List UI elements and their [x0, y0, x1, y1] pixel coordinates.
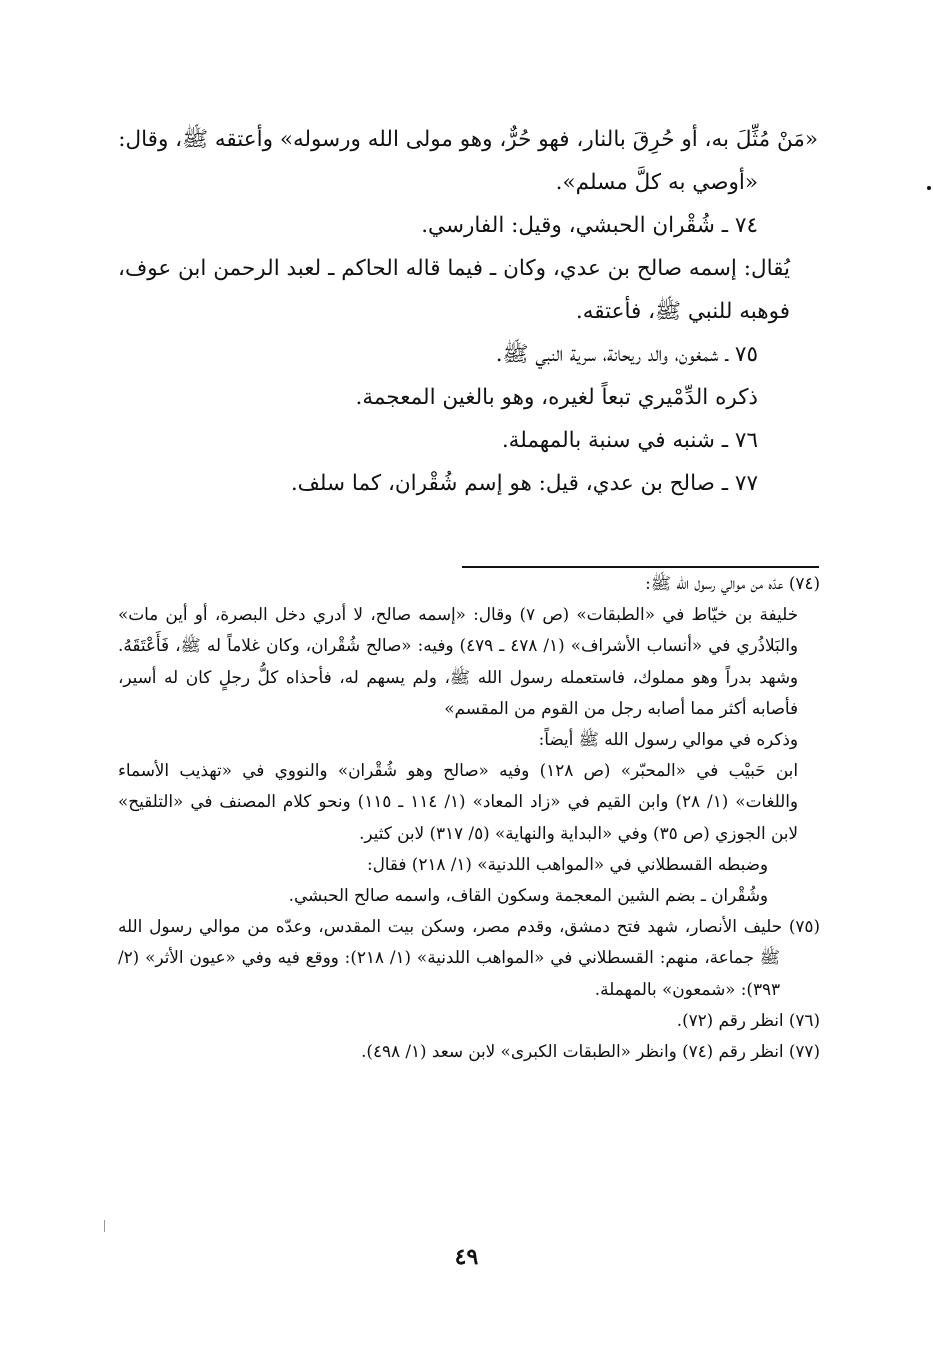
footnote-74-text: وضبطه القسطلاني في «المواهب اللدنية» (١/ ٢١٨) فقال: [366, 853, 768, 874]
footnote-75: (٧٥) حليف الأنصار، شهد فتح دمشق، وقدم مصر، وسكن بيت المقدس، وعدّه من موالي رسول الله ﷺ جماعة، منهم: القسطلاني في «المواهب اللدنية» (١/ ٢١٨): ووقع فيه وفي «عيون الأثر» (٢/ ٣٩٣): «شمعون» بالمهملة. [118, 916, 820, 999]
scan-mark [104, 1220, 105, 1232]
entry-76-title: ٧٦ ـ شنبه في سنبة بالمهملة. [501, 428, 758, 453]
footnote-74-text: وشُقْران ـ بضم الشين المعجمة وسكون القاف، واسمه صالح الحبشي. [288, 885, 768, 906]
footnote-74-text: ابن حَبيْب في «المحبّر» (ص ١٢٨) وفيه «صالح وهو شُقْران» والنووي في «تهذيب الأسماء واللغات» (١/ ٢٨) وابن القيم في «زاد المعاد» (١/ ١١٤ ـ ١١٥) ونحو كلام المصنف في «التلقيح» لابن الجوزي (ص ٣٥) وفي «البداية والنهاية» (٥/ ٣١٧) لابن كثير. [118, 760, 799, 843]
text-line: «أوصي به كلَّ مسلم». [555, 170, 758, 195]
footnote-74-text: خليفة بن خيّاط في «الطبقات» (ص ٧) وقال: «إسمه صالح، لا أدري دخل البصرة، أو أين مات» والبَلاذُري في «أنساب الأشراف» (١/ ٤٧٨ ـ ٤٧٩) وفيه: «صالح شُقْران، وكان غلاماً له ﷺ، فَأَعْتَقَهُ. وشهد بدراً وهو مملوك، فاستعمله رسول الله ﷺ، ولم يسهم له، فأحذاه كلُّ رجلٍ كان له أسير، فأصابه أكثر مما أصابه رجل من القوم من المقسم» [118, 604, 798, 718]
entry-74-title: ٧٤ ـ شُقْران الحبشي، وقيل: الفارسي. [421, 213, 758, 238]
footnote-76: (٧٦) انظر رقم (٧٢). [676, 1009, 820, 1030]
text-line: ذكره الدِّمْيري تبعاً لغيره، وهو بالغين المعجمة. [355, 385, 758, 410]
footnote-77: (٧٧) انظر رقم (٧٤) وانظر «الطبقات الكبرى» لابن سعد (١/ ٤٩٨). [361, 1041, 820, 1062]
footnotes [118, 568, 820, 1067]
entry-75-title: ٧٥ ـ شمغون، والد ريحانة، سرية النبي ﷺ. [495, 342, 758, 367]
text-line: يُقال: إسمه صالح بن عدي، وكان ـ فيما قاله الحاكم ـ لعبد الرحمن ابن عوف، فوهبه للنبي ﷺ، فأعتقه. [118, 256, 790, 324]
entry-77-title: ٧٧ ـ صالح بن عدي، قيل: هو إسم شُقْران، كما سلف. [290, 471, 758, 496]
main-text [118, 118, 818, 505]
scan-mark [927, 186, 931, 190]
page-number: ٤٩ [454, 1244, 479, 1270]
footnote-74-text: وذكره في موالي رسول الله ﷺ أيضاً: [538, 729, 798, 750]
text-line: «مَنْ مُثِّلَ به، أو حُرِقَ بالنار، فهو حُرٌّ، وهو مولى الله ورسوله» وأعتقه ﷺ، وقال: [118, 127, 818, 152]
footnote-74-heading: (٧٤) عدّه من موالي رسول الله ﷺ: [645, 573, 820, 593]
